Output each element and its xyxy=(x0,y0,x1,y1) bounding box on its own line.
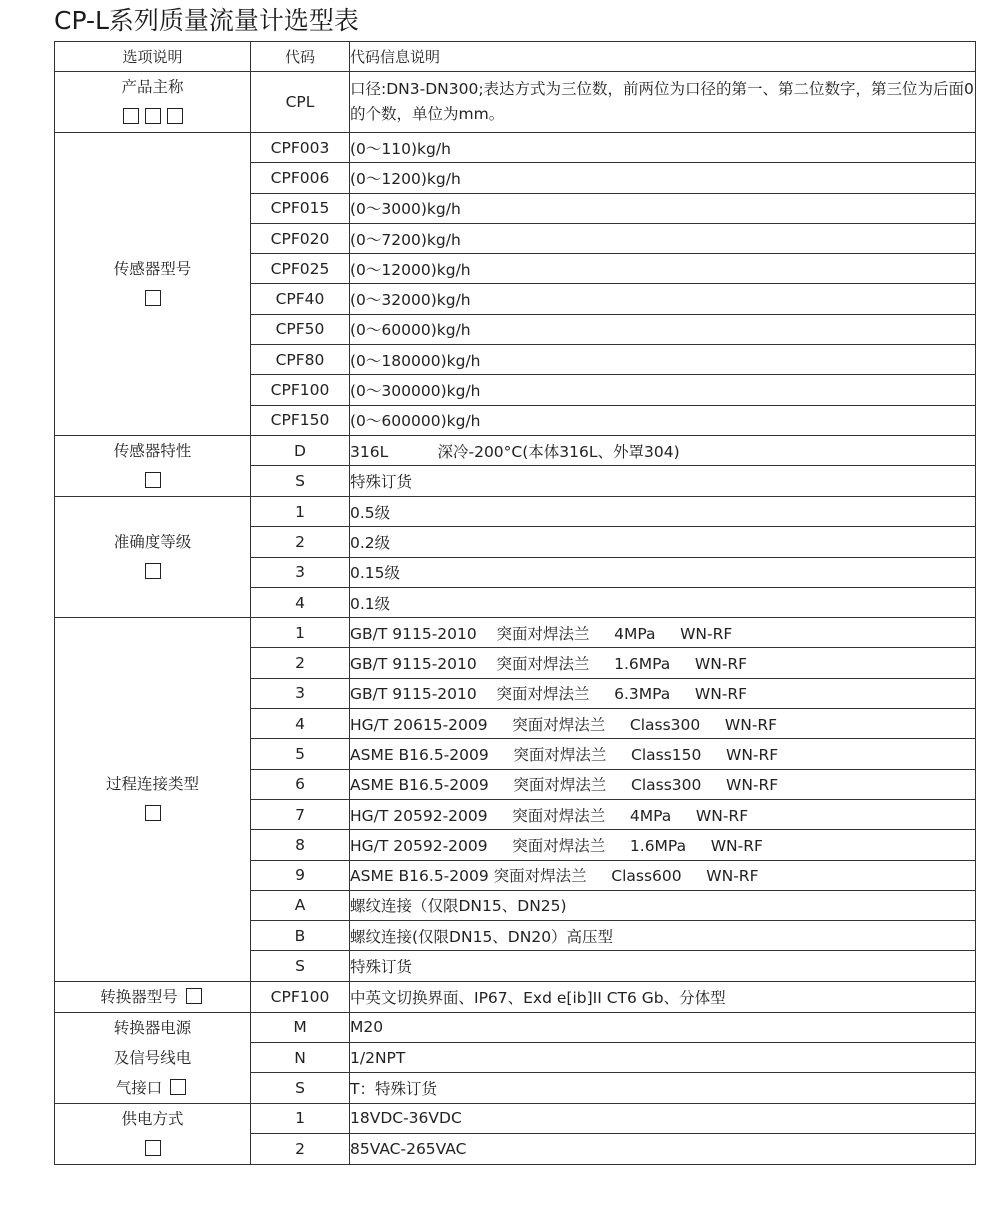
code-cell: CPF40 xyxy=(251,284,350,314)
desc-cell: 1/2NPT xyxy=(350,1043,976,1073)
table-row xyxy=(55,1012,976,1042)
code-cell: 3 xyxy=(251,557,350,587)
desc-cell: 特殊订货 xyxy=(350,466,976,497)
group-label: 传感器型号 xyxy=(113,259,192,278)
code-cell: S xyxy=(251,1073,350,1103)
code-cell: CPF003 xyxy=(251,133,350,163)
code-cell: CPF020 xyxy=(251,223,350,253)
code-cell: S xyxy=(251,951,350,981)
desc-cell: 口径:DN3-DN300;表达方式为三位数，前两位为口径的第一、第二位数字，第三位为后面0的个数，单位为mm。 xyxy=(350,72,976,133)
table-row xyxy=(55,72,976,133)
code-cell: CPF025 xyxy=(251,254,350,284)
desc-cell: (0～1200)kg/h xyxy=(350,163,976,193)
selection-table xyxy=(54,41,976,1165)
code-cell: CPF006 xyxy=(251,163,350,193)
code-cell: 6 xyxy=(251,769,350,799)
desc-cell: 中英文切换界面、IP67、Exd e[ib]II CT6 Gb、分体型 xyxy=(350,981,976,1012)
code-cell: 3 xyxy=(251,678,350,708)
code-cell: CPF100 xyxy=(251,375,350,405)
checkbox-icon xyxy=(145,805,161,821)
code-cell: 1 xyxy=(251,618,350,648)
desc-cell: T：特殊订货 xyxy=(350,1073,976,1103)
page-title: CP-L系列质量流量计选型表 xyxy=(54,6,359,35)
code-cell: A xyxy=(251,890,350,920)
code-cell: CPF150 xyxy=(251,405,350,435)
desc-cell: 螺纹连接(仅限DN15、DN20）高压型 xyxy=(350,921,976,951)
code-cell: 4 xyxy=(251,587,350,617)
group-label: 转换器型号 xyxy=(100,987,178,1006)
table-row xyxy=(55,618,976,648)
desc-cell: 0.1级 xyxy=(350,587,976,617)
code-cell: D xyxy=(251,435,350,466)
header-code-info: 代码信息说明 xyxy=(350,42,976,72)
desc-cell: (0～60000)kg/h xyxy=(350,314,976,344)
group-label: 传感器特性 xyxy=(113,441,192,460)
group-label-line: 气接口 xyxy=(115,1078,163,1097)
desc-cell: (0～32000)kg/h xyxy=(350,284,976,314)
group-label-line: 转换器电源 xyxy=(113,1018,192,1037)
group-label-converter-model xyxy=(55,981,251,1012)
code-cell: CPL xyxy=(251,72,350,133)
desc-cell: 0.5级 xyxy=(350,496,976,526)
checkbox-icon xyxy=(145,108,161,124)
code-cell: 1 xyxy=(251,496,350,526)
code-cell: S xyxy=(251,466,350,497)
table-row xyxy=(55,981,976,1012)
checkbox-icon xyxy=(145,1140,161,1156)
group-label-process xyxy=(55,618,251,982)
code-cell: CPF015 xyxy=(251,193,350,223)
desc-cell: M20 xyxy=(350,1012,976,1042)
group-label-power-supply xyxy=(55,1103,251,1164)
table-header-row xyxy=(55,42,976,72)
desc-cell: GB/T 9115-2010 突面对焊法兰 4MPa WN-RF xyxy=(350,618,976,648)
checkbox-icon xyxy=(170,1079,186,1095)
code-cell: B xyxy=(251,921,350,951)
desc-cell: 0.15级 xyxy=(350,557,976,587)
group-label-product xyxy=(55,72,251,133)
desc-cell: 316L 深冷-200°C(本体316L、外罩304) xyxy=(350,435,976,466)
table-row xyxy=(55,435,976,466)
desc-cell: HG/T 20592-2009 突面对焊法兰 4MPa WN-RF xyxy=(350,799,976,829)
code-cell: M xyxy=(251,1012,350,1042)
desc-cell: 0.2级 xyxy=(350,527,976,557)
desc-cell: 18VDC-36VDC xyxy=(350,1103,976,1134)
group-label: 供电方式 xyxy=(121,1109,184,1128)
desc-cell: 85VAC-265VAC xyxy=(350,1134,976,1165)
group-label: 产品主称 xyxy=(121,78,184,96)
checkbox-icon xyxy=(145,563,161,579)
checkbox-icon xyxy=(123,108,139,124)
code-cell: 9 xyxy=(251,860,350,890)
code-cell: CPF80 xyxy=(251,345,350,375)
code-cell: 2 xyxy=(251,527,350,557)
checkbox-icon xyxy=(145,290,161,306)
code-cell: 2 xyxy=(251,1134,350,1165)
desc-cell: ASME B16.5-2009 突面对焊法兰 Class600 WN-RF xyxy=(350,860,976,890)
checkbox-icon xyxy=(145,472,161,488)
desc-cell: ASME B16.5-2009 突面对焊法兰 Class300 WN-RF xyxy=(350,769,976,799)
code-cell: 4 xyxy=(251,709,350,739)
group-label-converter-power xyxy=(55,1012,251,1103)
desc-cell: (0～300000)kg/h xyxy=(350,375,976,405)
group-label-sensor-model xyxy=(55,133,251,436)
desc-cell: (0～600000)kg/h xyxy=(350,405,976,435)
table-row xyxy=(55,1103,976,1134)
code-cell: N xyxy=(251,1043,350,1073)
desc-cell: 特殊订货 xyxy=(350,951,976,981)
code-cell: 7 xyxy=(251,799,350,829)
code-cell: 2 xyxy=(251,648,350,678)
group-label-sensor-char xyxy=(55,435,251,496)
desc-cell: GB/T 9115-2010 突面对焊法兰 6.3MPa WN-RF xyxy=(350,678,976,708)
desc-cell: (0～180000)kg/h xyxy=(350,345,976,375)
desc-cell: ASME B16.5-2009 突面对焊法兰 Class150 WN-RF xyxy=(350,739,976,769)
group-label-accuracy xyxy=(55,496,251,617)
code-cell: 1 xyxy=(251,1103,350,1134)
group-label: 准确度等级 xyxy=(113,533,192,552)
desc-cell: HG/T 20615-2009 突面对焊法兰 Class300 WN-RF xyxy=(350,709,976,739)
table-row xyxy=(55,496,976,526)
desc-cell: (0～12000)kg/h xyxy=(350,254,976,284)
desc-cell: (0～3000)kg/h xyxy=(350,193,976,223)
desc-cell: GB/T 9115-2010 突面对焊法兰 1.6MPa WN-RF xyxy=(350,648,976,678)
group-label: 过程连接类型 xyxy=(105,775,199,794)
checkbox-icon xyxy=(167,108,183,124)
checkbox-icon xyxy=(186,988,202,1004)
code-cell: CPF100 xyxy=(251,981,350,1012)
desc-cell: HG/T 20592-2009 突面对焊法兰 1.6MPa WN-RF xyxy=(350,830,976,860)
desc-cell: 螺纹连接（仅限DN15、DN25) xyxy=(350,890,976,920)
code-cell: 8 xyxy=(251,830,350,860)
desc-cell: (0～110)kg/h xyxy=(350,133,976,163)
group-label-line: 及信号线电 xyxy=(113,1048,192,1067)
table-row xyxy=(55,133,976,163)
code-cell: CPF50 xyxy=(251,314,350,344)
header-option: 选项说明 xyxy=(55,42,251,72)
desc-cell: (0～7200)kg/h xyxy=(350,223,976,253)
header-code: 代码 xyxy=(251,42,350,72)
code-cell: 5 xyxy=(251,739,350,769)
